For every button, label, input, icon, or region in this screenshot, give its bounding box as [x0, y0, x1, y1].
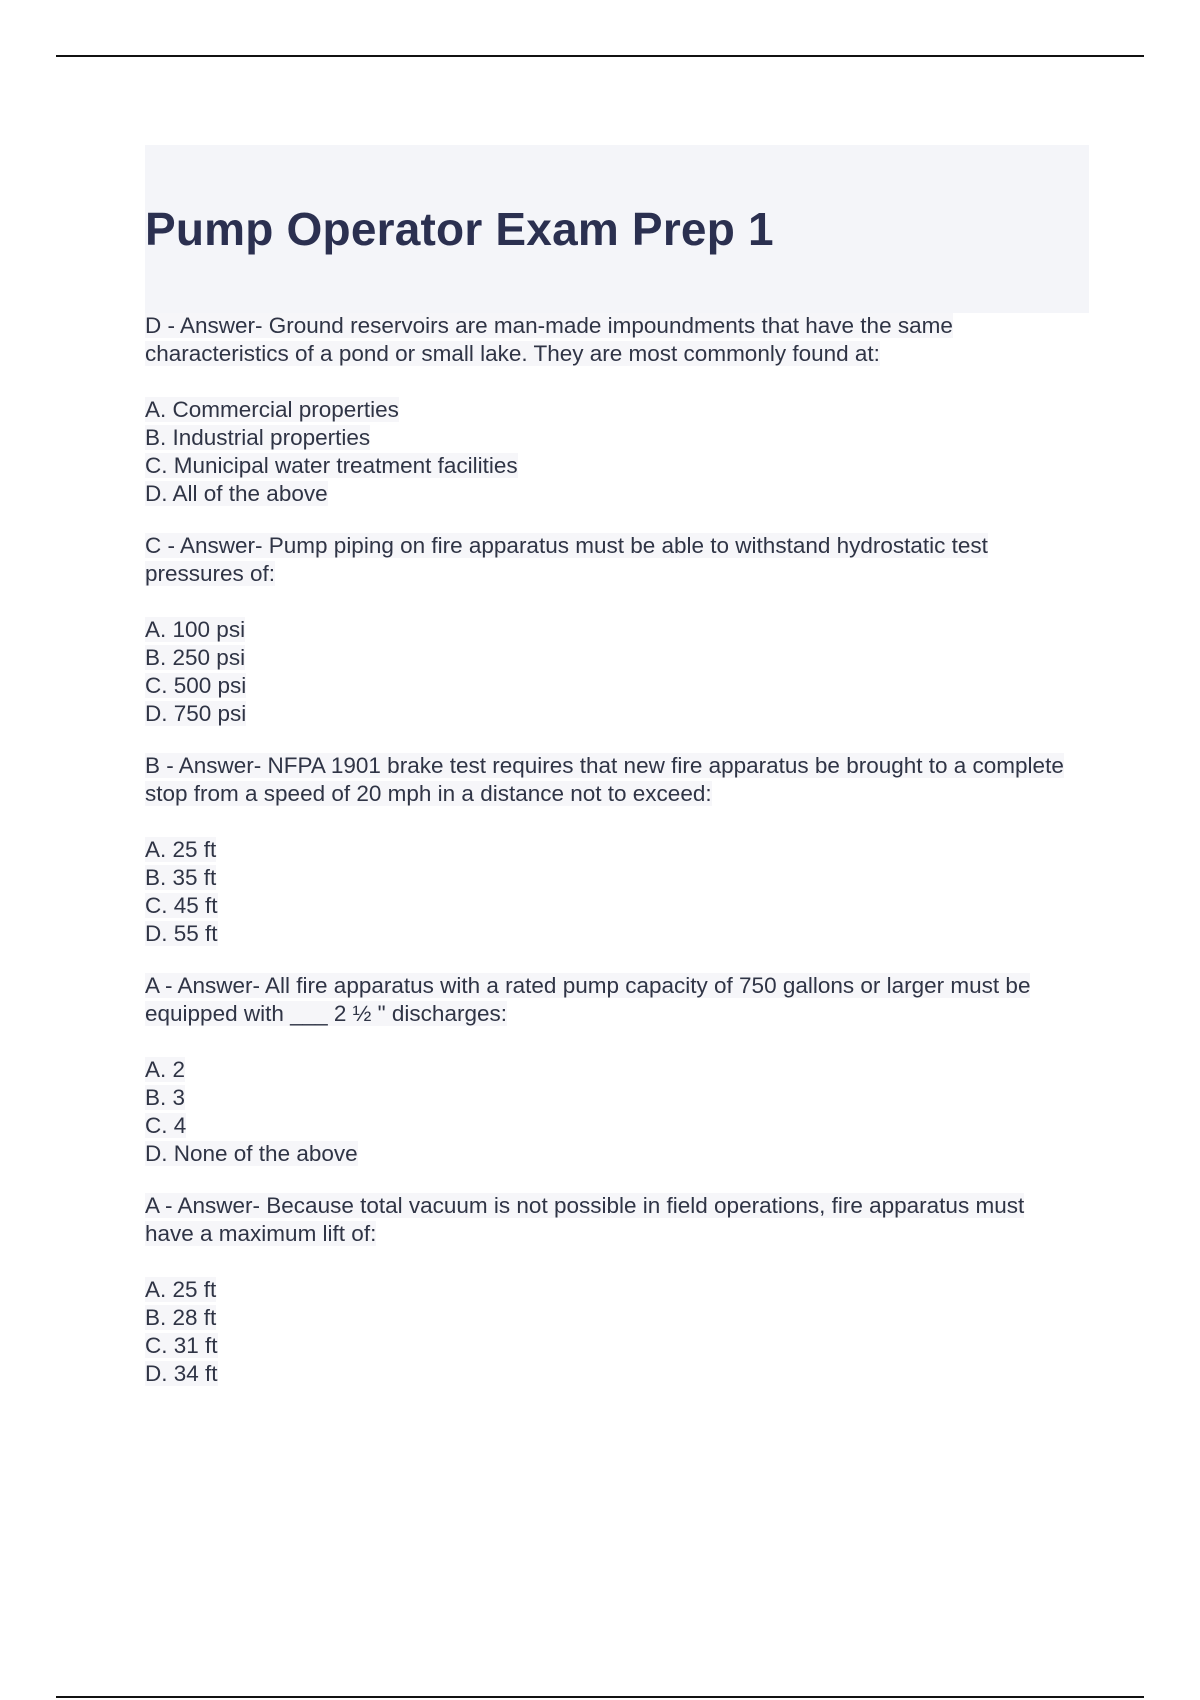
question-5	[145, 1192, 1075, 1388]
answer-option: D. 55 ft	[145, 921, 218, 946]
answer-options	[145, 836, 1075, 948]
question-4	[145, 972, 1075, 1168]
answer-options	[145, 1056, 1075, 1168]
answer-option: B. 28 ft	[145, 1305, 217, 1330]
answer-option: C. Municipal water treatment facilities	[145, 453, 518, 478]
answer-option: A. 100 psi	[145, 617, 246, 642]
question-text: A - Answer- All fire apparatus with a rated pump capacity of 750 gallons or larger must be equipped with ___ 2 ½ " discharges:	[145, 973, 1031, 1026]
answer-option: A. 2	[145, 1057, 186, 1082]
question-2	[145, 532, 1075, 728]
answer-option: D. 34 ft	[145, 1361, 218, 1386]
answer-option: C. 45 ft	[145, 893, 218, 918]
answer-option: D. 750 psi	[145, 701, 247, 726]
question-1	[145, 312, 1075, 508]
answer-options	[145, 396, 1075, 508]
page-title: Pump Operator Exam Prep 1	[145, 203, 774, 255]
answer-option: C. 31 ft	[145, 1333, 218, 1358]
question-text: B - Answer- NFPA 1901 brake test requires that new fire apparatus be brought to a complete stop from a speed of 20 mph in a distance not to exceed:	[145, 753, 1064, 806]
answer-option: D. All of the above	[145, 481, 328, 506]
answer-option: C. 500 psi	[145, 673, 247, 698]
answer-options	[145, 1276, 1075, 1388]
answer-option: B. 3	[145, 1085, 186, 1110]
question-text: C - Answer- Pump piping on fire apparatus must be able to withstand hydrostatic test pressures of:	[145, 533, 988, 586]
answer-option: D. None of the above	[145, 1141, 358, 1166]
question-text: A - Answer- Because total vacuum is not possible in field operations, fire apparatus must have a maximum lift of:	[145, 1193, 1025, 1246]
answer-option: B. Industrial properties	[145, 425, 371, 450]
answer-options	[145, 616, 1075, 728]
bottom-rule	[56, 1696, 1144, 1698]
top-rule	[56, 55, 1144, 57]
answer-option: A. Commercial properties	[145, 397, 399, 422]
answer-option: A. 25 ft	[145, 837, 217, 862]
question-list	[145, 312, 1075, 1412]
question-text: D - Answer- Ground reservoirs are man-made impoundments that have the same characteristics of a pond or small lake. They are most commonly found at:	[145, 313, 953, 366]
question-3	[145, 752, 1075, 948]
answer-option: B. 250 psi	[145, 645, 246, 670]
answer-option: B. 35 ft	[145, 865, 217, 890]
answer-option: A. 25 ft	[145, 1277, 217, 1302]
title-block	[145, 145, 1089, 313]
answer-option: C. 4	[145, 1113, 187, 1138]
